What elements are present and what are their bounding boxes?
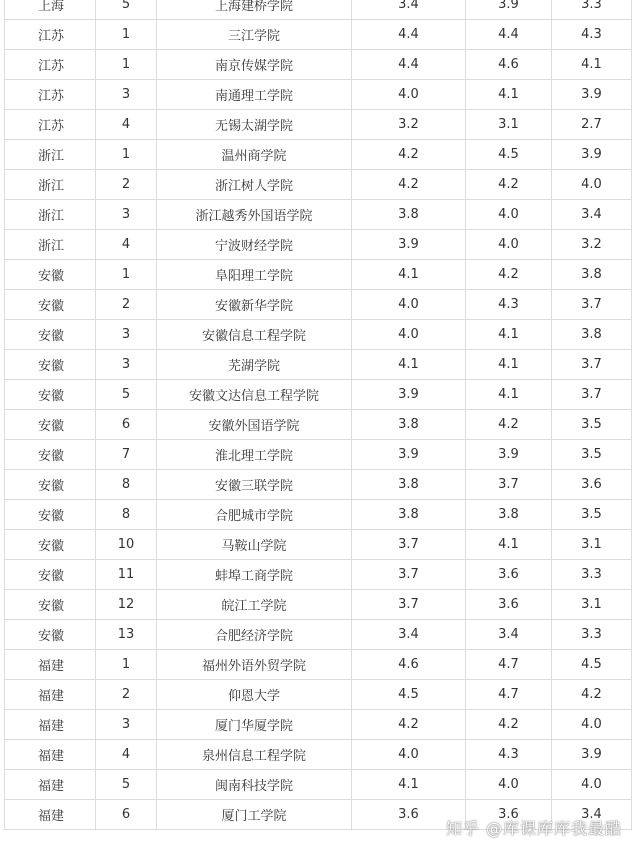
score-cell-3: 3.4 [552, 200, 632, 230]
score-cell-2: 4.0 [466, 230, 552, 260]
province-cell: 安徽 [5, 560, 96, 590]
school-name-cell: 南通理工学院 [157, 80, 352, 110]
province-cell: 安徽 [5, 260, 96, 290]
school-name-cell: 上海建桥学院 [157, 0, 352, 20]
score-cell-1: 4.2 [352, 140, 466, 170]
school-name-cell: 蚌埠工商学院 [157, 560, 352, 590]
province-cell: 浙江 [5, 200, 96, 230]
school-name-cell: 福州外语外贸学院 [157, 650, 352, 680]
school-name-cell: 厦门华厦学院 [157, 710, 352, 740]
school-name-cell: 安徽三联学院 [157, 470, 352, 500]
province-cell: 安徽 [5, 500, 96, 530]
score-cell-3: 4.2 [552, 680, 632, 710]
table-row [5, 230, 632, 260]
rank-cell: 4 [96, 110, 157, 140]
score-cell-1: 4.4 [352, 50, 466, 80]
rank-cell: 1 [96, 20, 157, 50]
school-name-cell: 浙江树人学院 [157, 170, 352, 200]
table-row [5, 80, 632, 110]
score-cell-2: 4.0 [466, 770, 552, 800]
score-cell-3: 2.7 [552, 110, 632, 140]
score-cell-1: 3.2 [352, 110, 466, 140]
score-cell-3: 3.5 [552, 440, 632, 470]
table-row [5, 170, 632, 200]
province-cell: 福建 [5, 740, 96, 770]
score-cell-3: 3.5 [552, 410, 632, 440]
score-cell-2: 4.7 [466, 650, 552, 680]
score-cell-2: 3.6 [466, 800, 552, 830]
province-cell: 浙江 [5, 170, 96, 200]
score-cell-2: 4.1 [466, 530, 552, 560]
score-cell-3: 3.1 [552, 530, 632, 560]
school-name-cell: 阜阳理工学院 [157, 260, 352, 290]
score-cell-2: 4.3 [466, 290, 552, 320]
rank-cell: 2 [96, 680, 157, 710]
table-row [5, 590, 632, 620]
school-name-cell: 泉州信息工程学院 [157, 740, 352, 770]
score-cell-1: 3.8 [352, 500, 466, 530]
province-cell: 福建 [5, 680, 96, 710]
province-cell: 福建 [5, 650, 96, 680]
province-cell: 江苏 [5, 80, 96, 110]
rank-cell: 11 [96, 560, 157, 590]
table-row [5, 740, 632, 770]
score-cell-3: 4.0 [552, 770, 632, 800]
score-cell-1: 3.4 [352, 0, 466, 20]
rank-cell: 2 [96, 170, 157, 200]
rank-cell: 12 [96, 590, 157, 620]
score-cell-2: 4.7 [466, 680, 552, 710]
table-row [5, 0, 632, 20]
score-cell-3: 3.7 [552, 350, 632, 380]
table-body [5, 0, 632, 830]
school-name-cell: 淮北理工学院 [157, 440, 352, 470]
table-row [5, 410, 632, 440]
rank-cell: 1 [96, 140, 157, 170]
score-cell-3: 3.2 [552, 230, 632, 260]
table-row [5, 530, 632, 560]
score-cell-1: 4.0 [352, 740, 466, 770]
rank-cell: 4 [96, 230, 157, 260]
rank-cell: 6 [96, 800, 157, 830]
province-cell: 福建 [5, 770, 96, 800]
province-cell: 上海 [5, 0, 96, 20]
score-cell-2: 4.1 [466, 80, 552, 110]
score-cell-1: 4.0 [352, 80, 466, 110]
score-cell-2: 3.4 [466, 620, 552, 650]
table-row [5, 200, 632, 230]
table-row [5, 680, 632, 710]
school-name-cell: 闽南科技学院 [157, 770, 352, 800]
province-cell: 浙江 [5, 140, 96, 170]
rank-cell: 5 [96, 380, 157, 410]
score-cell-1: 3.8 [352, 470, 466, 500]
province-cell: 福建 [5, 800, 96, 830]
school-name-cell: 安徽新华学院 [157, 290, 352, 320]
school-name-cell: 合肥城市学院 [157, 500, 352, 530]
school-name-cell: 安徽信息工程学院 [157, 320, 352, 350]
score-cell-3: 4.0 [552, 710, 632, 740]
score-cell-3: 4.1 [552, 50, 632, 80]
school-name-cell: 安徽外国语学院 [157, 410, 352, 440]
score-cell-1: 4.2 [352, 170, 466, 200]
table-row [5, 710, 632, 740]
rank-cell: 3 [96, 320, 157, 350]
score-cell-1: 4.0 [352, 320, 466, 350]
score-cell-1: 4.5 [352, 680, 466, 710]
province-cell: 江苏 [5, 110, 96, 140]
table-row [5, 140, 632, 170]
province-cell: 安徽 [5, 620, 96, 650]
school-name-cell: 芜湖学院 [157, 350, 352, 380]
score-cell-1: 3.9 [352, 440, 466, 470]
watermark: 知乎 @库课库库我最酷 [445, 819, 622, 838]
rank-cell: 1 [96, 50, 157, 80]
rank-cell: 4 [96, 740, 157, 770]
score-cell-2: 3.7 [466, 470, 552, 500]
score-cell-1: 4.2 [352, 710, 466, 740]
score-cell-1: 4.1 [352, 260, 466, 290]
score-cell-1: 4.1 [352, 350, 466, 380]
ranking-table [4, 0, 632, 830]
school-name-cell: 厦门工学院 [157, 800, 352, 830]
score-cell-2: 4.1 [466, 320, 552, 350]
score-cell-2: 4.2 [466, 710, 552, 740]
province-cell: 安徽 [5, 440, 96, 470]
table-row [5, 50, 632, 80]
rank-cell: 3 [96, 710, 157, 740]
score-cell-3: 3.9 [552, 740, 632, 770]
table-row [5, 500, 632, 530]
table-row [5, 770, 632, 800]
score-cell-1: 3.8 [352, 200, 466, 230]
rank-cell: 3 [96, 350, 157, 380]
rank-cell: 1 [96, 260, 157, 290]
score-cell-1: 3.9 [352, 230, 466, 260]
score-cell-2: 4.1 [466, 380, 552, 410]
score-cell-3: 3.7 [552, 380, 632, 410]
score-cell-3: 3.3 [552, 560, 632, 590]
score-cell-1: 4.6 [352, 650, 466, 680]
score-cell-1: 3.8 [352, 410, 466, 440]
rank-cell: 5 [96, 770, 157, 800]
province-cell: 江苏 [5, 50, 96, 80]
province-cell: 安徽 [5, 410, 96, 440]
score-cell-2: 3.9 [466, 440, 552, 470]
province-cell: 浙江 [5, 230, 96, 260]
province-cell: 安徽 [5, 530, 96, 560]
school-name-cell: 马鞍山学院 [157, 530, 352, 560]
table-row [5, 560, 632, 590]
table-row [5, 350, 632, 380]
score-cell-3: 3.9 [552, 140, 632, 170]
school-name-cell: 仰恩大学 [157, 680, 352, 710]
rank-cell: 13 [96, 620, 157, 650]
rank-cell: 2 [96, 290, 157, 320]
score-cell-2: 3.8 [466, 500, 552, 530]
score-cell-3: 3.5 [552, 500, 632, 530]
score-cell-2: 3.9 [466, 0, 552, 20]
score-cell-3: 3.7 [552, 290, 632, 320]
score-cell-2: 4.6 [466, 50, 552, 80]
rank-cell: 5 [96, 0, 157, 20]
score-cell-3: 3.6 [552, 470, 632, 500]
rank-cell: 1 [96, 650, 157, 680]
score-cell-1: 3.4 [352, 620, 466, 650]
table-row [5, 380, 632, 410]
score-cell-3: 3.3 [552, 620, 632, 650]
score-cell-2: 4.0 [466, 200, 552, 230]
score-cell-2: 4.2 [466, 170, 552, 200]
score-cell-2: 3.6 [466, 590, 552, 620]
table-row [5, 620, 632, 650]
school-name-cell: 皖江工学院 [157, 590, 352, 620]
rank-cell: 8 [96, 470, 157, 500]
rank-cell: 7 [96, 440, 157, 470]
score-cell-3: 3.1 [552, 590, 632, 620]
table-row [5, 320, 632, 350]
table-row [5, 290, 632, 320]
score-cell-3: 3.3 [552, 0, 632, 20]
score-cell-3: 4.3 [552, 20, 632, 50]
score-cell-2: 3.6 [466, 560, 552, 590]
rank-cell: 6 [96, 410, 157, 440]
score-cell-2: 4.3 [466, 740, 552, 770]
rank-cell: 3 [96, 200, 157, 230]
score-cell-1: 3.7 [352, 560, 466, 590]
province-cell: 江苏 [5, 20, 96, 50]
score-cell-1: 4.0 [352, 290, 466, 320]
school-name-cell: 宁波财经学院 [157, 230, 352, 260]
score-cell-3: 3.8 [552, 320, 632, 350]
score-cell-1: 4.4 [352, 20, 466, 50]
province-cell: 福建 [5, 710, 96, 740]
table-row [5, 470, 632, 500]
score-cell-1: 3.7 [352, 590, 466, 620]
score-cell-3: 3.4 [552, 800, 632, 830]
province-cell: 安徽 [5, 470, 96, 500]
province-cell: 安徽 [5, 590, 96, 620]
table-row [5, 650, 632, 680]
table-row [5, 440, 632, 470]
school-name-cell: 温州商学院 [157, 140, 352, 170]
score-cell-2: 4.2 [466, 410, 552, 440]
score-cell-3: 4.0 [552, 170, 632, 200]
school-name-cell: 无锡太湖学院 [157, 110, 352, 140]
score-cell-1: 3.7 [352, 530, 466, 560]
province-cell: 安徽 [5, 320, 96, 350]
score-cell-3: 4.5 [552, 650, 632, 680]
province-cell: 安徽 [5, 380, 96, 410]
score-cell-3: 3.9 [552, 80, 632, 110]
score-cell-2: 4.4 [466, 20, 552, 50]
score-cell-1: 3.6 [352, 800, 466, 830]
score-cell-1: 3.9 [352, 380, 466, 410]
rank-cell: 10 [96, 530, 157, 560]
province-cell: 安徽 [5, 350, 96, 380]
school-name-cell: 南京传媒学院 [157, 50, 352, 80]
score-cell-1: 4.1 [352, 770, 466, 800]
score-cell-2: 4.5 [466, 140, 552, 170]
school-name-cell: 浙江越秀外国语学院 [157, 200, 352, 230]
school-name-cell: 合肥经济学院 [157, 620, 352, 650]
score-cell-2: 3.1 [466, 110, 552, 140]
province-cell: 安徽 [5, 290, 96, 320]
rank-cell: 8 [96, 500, 157, 530]
table-row [5, 20, 632, 50]
table-row [5, 110, 632, 140]
school-name-cell: 三江学院 [157, 20, 352, 50]
table-row [5, 260, 632, 290]
rank-cell: 3 [96, 80, 157, 110]
score-cell-2: 4.2 [466, 260, 552, 290]
school-name-cell: 安徽文达信息工程学院 [157, 380, 352, 410]
score-cell-3: 3.8 [552, 260, 632, 290]
score-cell-2: 4.1 [466, 350, 552, 380]
